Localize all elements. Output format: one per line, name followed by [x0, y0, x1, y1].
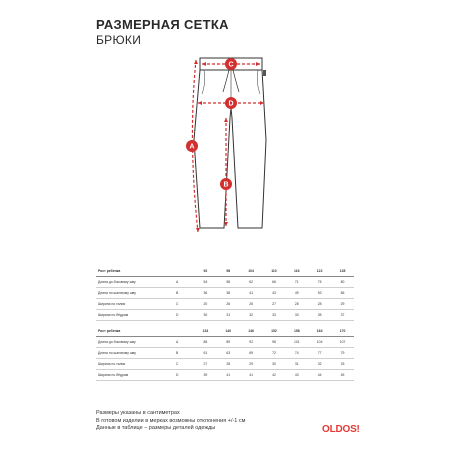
- notes: [96, 410, 245, 433]
- table-header-cell: 146: [240, 326, 263, 337]
- arrow-d-left: [198, 101, 202, 105]
- table-cell: 43: [285, 370, 308, 381]
- table-row: [96, 370, 354, 381]
- table-header-cell: 92: [194, 266, 217, 277]
- label-a: [186, 140, 198, 152]
- label-a-text: A: [189, 143, 195, 151]
- table-cell: D: [176, 370, 194, 381]
- table-cell: 32: [240, 310, 263, 321]
- table-cell: 62: [240, 277, 263, 288]
- table-cell: 69: [240, 348, 263, 359]
- page-subtitle: БРЮКИ: [96, 33, 142, 47]
- table-header-cell: 128: [331, 266, 354, 277]
- table-cell: 26: [217, 299, 240, 310]
- table-cell: A: [176, 337, 194, 348]
- table-cell: 31: [285, 359, 308, 370]
- table-header-row: [96, 266, 354, 277]
- table-cell: 66: [263, 277, 286, 288]
- table-cell: C: [176, 359, 194, 370]
- table-header-cell: [176, 326, 194, 337]
- table-cell: 29: [240, 359, 263, 370]
- table-cell: 104: [308, 337, 331, 348]
- table-cell: 45: [331, 370, 354, 381]
- brand-logo: [322, 424, 360, 435]
- table-cell: D: [176, 310, 194, 321]
- table-cell: 37: [331, 310, 354, 321]
- table-cell: Длина по шаговому шву: [96, 288, 176, 299]
- table-cell: B: [176, 348, 194, 359]
- table-cell: 27: [263, 299, 286, 310]
- page-title: РАЗМЕРНАЯ СЕТКА: [96, 17, 229, 32]
- arrow-c-right: [256, 62, 260, 66]
- pocket-left: [202, 70, 205, 94]
- right-leg-outline: [232, 70, 266, 228]
- table-header-cell: 122: [308, 266, 331, 277]
- table-cell: Ширина по бёдрам: [96, 370, 176, 381]
- table-cell: Длина до боковому шву: [96, 337, 176, 348]
- table-cell: 39: [194, 370, 217, 381]
- table-cell: 80: [331, 277, 354, 288]
- table-cell: 38: [217, 288, 240, 299]
- left-leg-outline: [194, 70, 230, 228]
- table-cell: 29: [331, 299, 354, 310]
- table-cell: 26: [240, 299, 263, 310]
- table-header-cell: Рост ребенка: [96, 326, 176, 337]
- table-row: [96, 288, 354, 299]
- table-cell: 27: [194, 359, 217, 370]
- label-d-text: D: [228, 100, 234, 108]
- table-cell: 41: [240, 370, 263, 381]
- table-header-row: [96, 326, 354, 337]
- table-header-cell: 164: [308, 326, 331, 337]
- table-header-cell: 140: [217, 326, 240, 337]
- table-cell: B: [176, 288, 194, 299]
- table-cell: 63: [217, 348, 240, 359]
- table-cell: 28: [308, 299, 331, 310]
- table-cell: 77: [308, 348, 331, 359]
- table-cell: 33: [285, 310, 308, 321]
- table-header-cell: 116: [285, 266, 308, 277]
- table-cell: Длина по шаговому шву: [96, 348, 176, 359]
- note-line: В готовом изделии в мерках возможны отклонения +/-1 см: [96, 417, 246, 424]
- table-row: [96, 299, 354, 310]
- table-header-cell: 104: [240, 266, 263, 277]
- table-cell: 74: [285, 348, 308, 359]
- arrow-b-top: [224, 118, 228, 122]
- table-cell: 33: [263, 310, 286, 321]
- logo-text: OLDOS!: [322, 424, 360, 435]
- crotch-seam: [230, 108, 232, 118]
- table-cell: Ширина по талии: [96, 359, 176, 370]
- table-cell: 53: [308, 288, 331, 299]
- table-cell: 41: [217, 370, 240, 381]
- pocket-right: [257, 70, 260, 94]
- table-cell: 107: [331, 337, 354, 348]
- table-cell: Ширина по талии: [96, 299, 176, 310]
- table-cell: 32: [308, 359, 331, 370]
- table-cell: A: [176, 277, 194, 288]
- table-cell: 30: [263, 359, 286, 370]
- table-header-cell: 158: [285, 326, 308, 337]
- table-cell: 44: [308, 370, 331, 381]
- arrow-a-bottom: [196, 228, 200, 232]
- label-c: [225, 58, 237, 70]
- table-header-cell: 170: [331, 326, 354, 337]
- pants-outline: [194, 58, 266, 228]
- table-cell: 58: [217, 277, 240, 288]
- table-row: [96, 359, 354, 370]
- table-header-cell: 152: [263, 326, 286, 337]
- note-line: Данные в таблице – размеры деталей одежды: [96, 425, 216, 432]
- table-cell: 43: [263, 288, 286, 299]
- table-cell: 56: [331, 288, 354, 299]
- table-cell: 89: [217, 337, 240, 348]
- size-table-1: [96, 266, 354, 321]
- label-d: [225, 97, 237, 109]
- table-cell: 79: [331, 348, 354, 359]
- arrow-a-top: [194, 60, 198, 64]
- table-cell: 92: [240, 337, 263, 348]
- table-cell: 33: [331, 359, 354, 370]
- table-cell: 72: [263, 348, 286, 359]
- table-header-cell: Рост ребенка: [96, 266, 176, 277]
- arrow-c-left: [202, 62, 206, 66]
- size-table-2: [96, 326, 354, 381]
- table-cell: 101: [285, 337, 308, 348]
- table-header-cell: 134: [194, 326, 217, 337]
- table-cell: 36: [194, 288, 217, 299]
- table-cell: 71: [285, 277, 308, 288]
- label-b-text: B: [223, 181, 229, 189]
- label-b: [220, 178, 232, 190]
- table-cell: 41: [240, 288, 263, 299]
- table-cell: 30: [194, 310, 217, 321]
- table-cell: 85: [194, 337, 217, 348]
- table-cell: 28: [285, 299, 308, 310]
- table-header-cell: 98: [217, 266, 240, 277]
- label-c-text: C: [228, 61, 234, 69]
- table-cell: 75: [308, 277, 331, 288]
- table-cell: 35: [308, 310, 331, 321]
- table-cell: 42: [263, 370, 286, 381]
- label-tag: [263, 70, 266, 76]
- table-header-cell: [176, 266, 194, 277]
- table-cell: 31: [217, 310, 240, 321]
- table-cell: 20: [194, 299, 217, 310]
- table-cell: 49: [285, 288, 308, 299]
- table-cell: 61: [194, 348, 217, 359]
- table-cell: 54: [194, 277, 217, 288]
- table-cell: C: [176, 299, 194, 310]
- note-line: Размеры указаны в сантиметрах: [96, 410, 180, 416]
- table-cell: Длина до боковому шву: [96, 277, 176, 288]
- table-row: [96, 348, 354, 359]
- table-row: [96, 277, 354, 288]
- table-cell: Ширина по бёдрам: [96, 310, 176, 321]
- table-cell: 28: [217, 359, 240, 370]
- table-cell: 98: [263, 337, 286, 348]
- table-header-cell: 110: [263, 266, 286, 277]
- table-row: [96, 337, 354, 348]
- table-row: [96, 310, 354, 321]
